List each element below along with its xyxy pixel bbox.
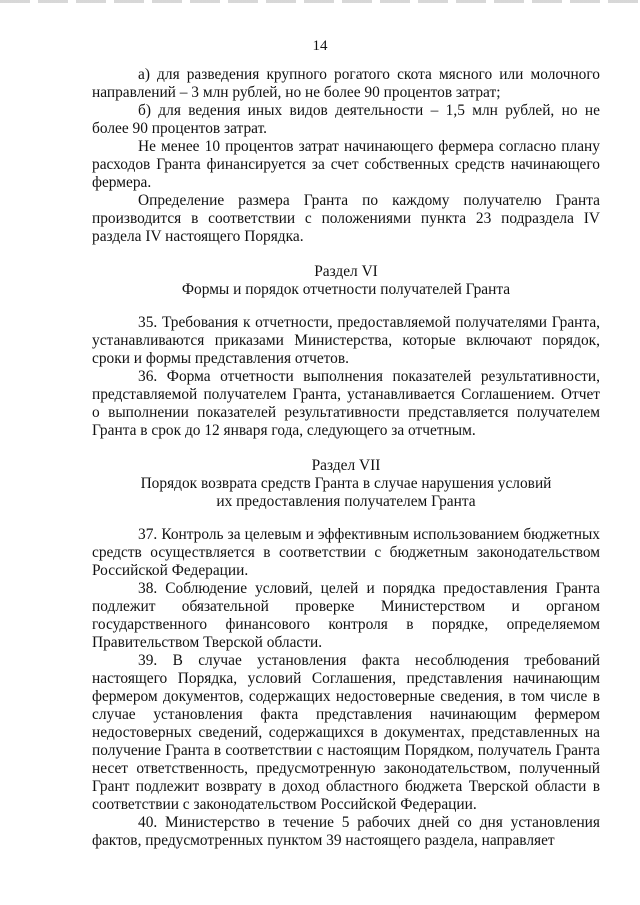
paragraph-37: 37. Контроль за целевым и эффективным использованием бюджетных средств осуществляется в соответствии с бюджетным законодательством Российской Федерации.	[92, 526, 600, 579]
paragraph-38: 38. Соблюдение условий, целей и порядка предоставления Гранта подлежит обязательной проверке Министерством и органом государственного финансового контроля в порядке, определяемом Правительством Тверской области.	[92, 580, 600, 651]
section-title: Формы и порядок отчетности получателей Гранта	[181, 281, 511, 298]
document-body	[92, 66, 600, 850]
paragraph-35: 35. Требования к отчетности, предоставляемой получателями Гранта, устанавливаются приказами Министерства, которые включают порядок, сроки и формы представления отчетов.	[92, 314, 600, 367]
paragraph-36: 36. Форма отчетности выполнения показателей результативности, представляемой получателем Гранта, устанавливается Соглашением. Отчет о выполнении показателей результативности представляется получателем Гранта в срок до 12 января года, следующего за отчетным.	[92, 368, 600, 439]
section-heading-vi	[92, 263, 600, 299]
section-title-line-1: Порядок возврата средств Гранта в случае нарушения условий	[140, 475, 552, 492]
paragraph-own-funds: Не менее 10 процентов затрат начинающего фермера согласно плану расходов Гранта финансируется за счет собственных средств начинающего фермера.	[92, 138, 600, 191]
section-number: Раздел VI	[314, 263, 378, 280]
paragraph-b: б) для ведения иных видов деятельности – 1,5 млн рублей, но не более 90 процентов затрат.	[92, 102, 600, 137]
paragraph-a: а) для разведения крупного рогатого скота мясного или молочного направлений – 3 млн рублей, но не более 90 процентов затрат;	[92, 66, 600, 101]
section-heading-vii	[92, 457, 600, 511]
paragraph-40: 40. Министерство в течение 5 рабочих дней со дня установления фактов, предусмотренных пунктом 39 настоящего раздела, направляет	[92, 814, 600, 849]
paragraph-39: 39. В случае установления факта несоблюдения требований настоящего Порядка, условий Соглашения, представления начинающим фермером документов, содержащих недостоверные сведения, в том числе в случае установления факта представления начинающим фермером недостоверных сведений, содержащихся в документах, представленных на получение Гранта в соответствии с настоящим Порядком, получатель Гранта несет ответственность, предусмотренную законодательством, полученный Грант подлежит возврату в доход областного бюджета Тверской области в соответствии с законодательством Российской Федерации.	[92, 652, 600, 813]
section-number: Раздел VII	[311, 457, 381, 474]
scan-top-edge	[0, 0, 640, 3]
page-number: 14	[312, 38, 328, 54]
section-title-line-2: их предоставления получателем Гранта	[216, 493, 476, 510]
paragraph-grant-size: Определение размера Гранта по каждому получателю Гранта производится в соответствии с положениями пункта 23 подраздела IV раздела IV настоящего Порядка.	[92, 192, 600, 245]
